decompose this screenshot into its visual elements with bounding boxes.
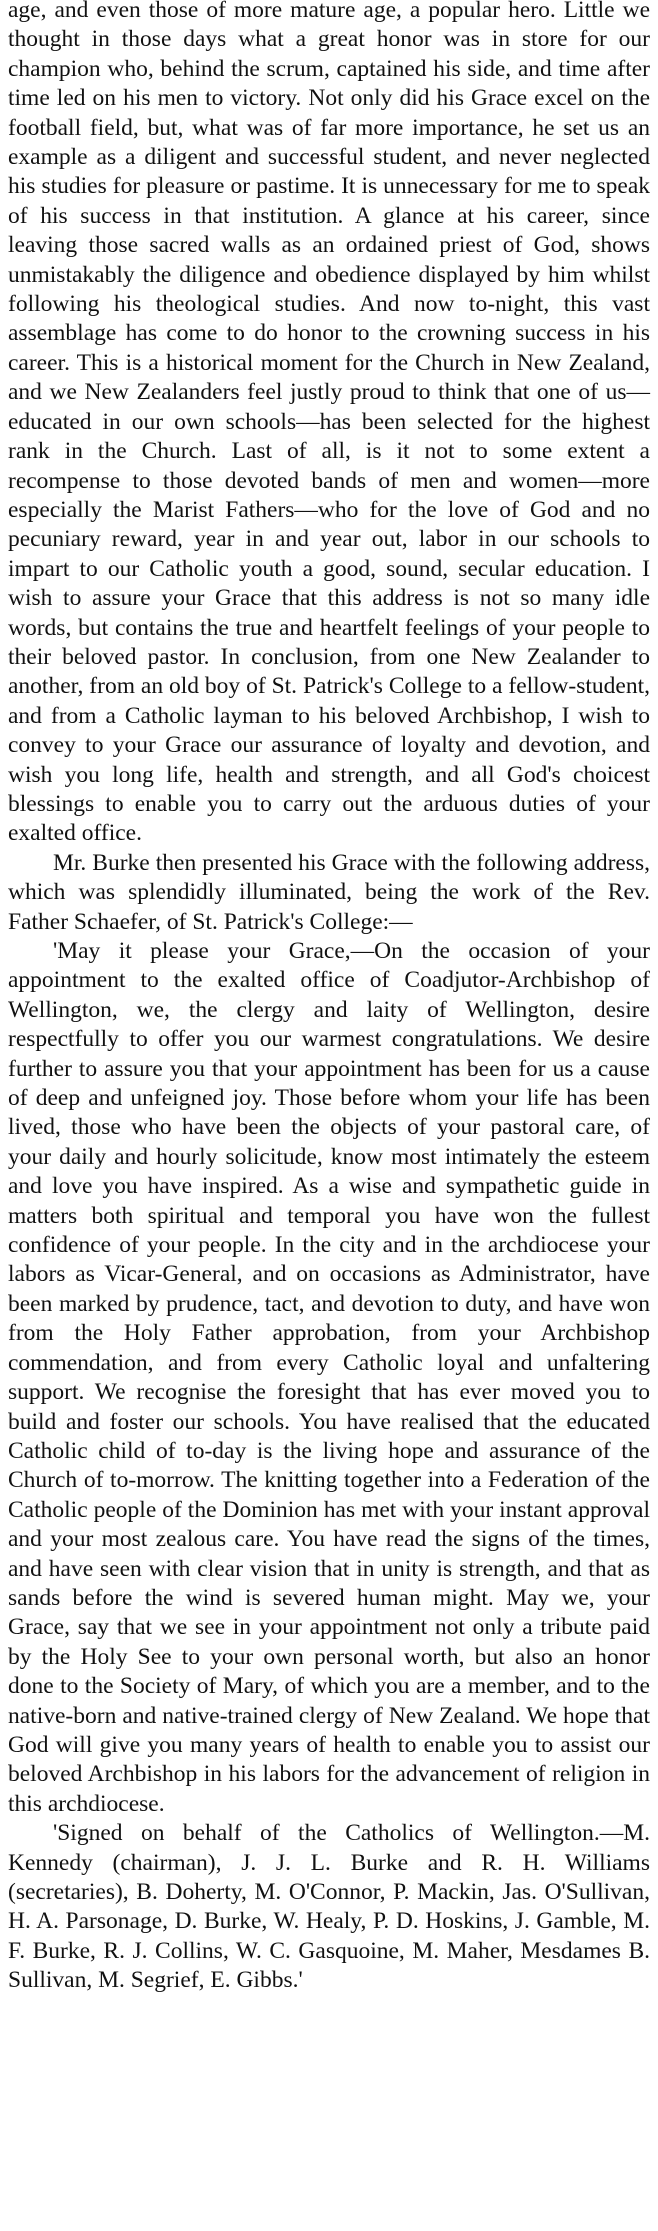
- burke-intro-paragraph: Mr. Burke then presented his Grace with the following address, which was splendidly illuminated, being the work of the Rev. Father Schaefer, of St. Patrick's College:—: [8, 849, 650, 935]
- signatures-paragraph: 'Signed on behalf of the Catholics of Wellington.—M. Kennedy (chairman), J. J. L. Burke and R. H. Williams (secretaries), B. Doherty, M. O'Connor, P. Mackin, Jas. O'Sullivan, H. A. Parsonage, D. Burke, W. Healy, P. D. Hoskins, J. Gamble, M. F. Burke, R. J. Collins, W. C. Gasquoine, M. Maher, Mesdames B. Sullivan, M. Segrief, E. Gibbs.': [8, 1820, 650, 1994]
- address-paragraph: 'May it please your Grace,—On the occasion of your appointment to the exalted office of Coadjutor-Archbishop of Wellington, we, the clergy and laity of Wellington, desire respectfully to offer you our warmest congratulations. We desire further to assure you that your appointment has been for us a cause of deep and unfeigned joy. Those before whom your life has been lived, those who have been the objects of your pastoral care, of your daily and hourly solicitude, know most intimately the esteem and love you have inspired. As a wise and sympathetic guide in matters both spiritual and temporal you have won the fullest confidence of your people. In the city and in the archdiocese your labors as Vicar-General, and on occasions as Administrator, have been marked by prudence, tact, and devotion to duty, and have won from the Holy Father approbation, from your Archbishop commendation, and from every Catholic loyal and unfaltering support. We recognise the foresight that has ever moved you to build and foster our schools. You have realised that the educated Catholic child of to-day is the living hope and assurance of the Church of to-morrow. The knitting together into a Federation of the Catholic people of the Dominion has met with your instant approval and your most zealous care. You have read the signs of the times, and have seen with clear vision that in unity is strength, and that as sands before the wind is severed human might. May we, your Grace, say that we see in your appointment not only a tribute paid by the Holy See to your own personal worth, but also an honor done to the Society of Mary, of which you are a member, and to the native-born and native-trained clergy of New Zealand. We hope that God will give you many years of health to enable you to assist our beloved Archbishop in his labors for the advancement of religion in this archdiocese.: [8, 938, 650, 1817]
- continuation-paragraph: age, and even those of more mature age, a popular hero. Little we thought in those days what a great honor was in store for our champion who, behind the scrum, captained his side, and time after time led on his men to victory. Not only did his Grace excel on the football field, but, what was of far more importance, he set us an example as a diligent and successful student, and never neglected his studies for pleasure or pastime. It is unnecessary for me to speak of his success in that institution. A glance at his career, since leaving those sacred walls as an ordained priest of God, shows unmistakably the diligence and obedience displayed by him whilst following his theological studies. And now to-night, this vast assemblage has come to do honor to the crowning success in his career. This is a historical moment for the Church in New Zealand, and we New Zealanders feel justly proud to think that one of us—educated in our own schools—has been selected for the highest rank in the Church. Last of all, is it not to some extent a recompense to those devoted bands of men and women—more especially the Marist Fathers—who for the love of God and no pecuniary reward, year in and year out, labor in our schools to impart to our Catholic youth a good, sound, secular education. I wish to assure your Grace that this address is not so many idle words, but contains the true and heartfelt feelings of your people to their beloved pastor. In conclusion, from one New Zealander to another, from an old boy of St. Patrick's College to a fellow-student, and from a Catholic layman to his beloved Archbishop, I wish to convey to your Grace our assurance of loyalty and devotion, and wish you long life, health and strength, and all God's choicest blessings to enable you to carry out the arduous duties of your exalted office.: [8, 0, 650, 847]
